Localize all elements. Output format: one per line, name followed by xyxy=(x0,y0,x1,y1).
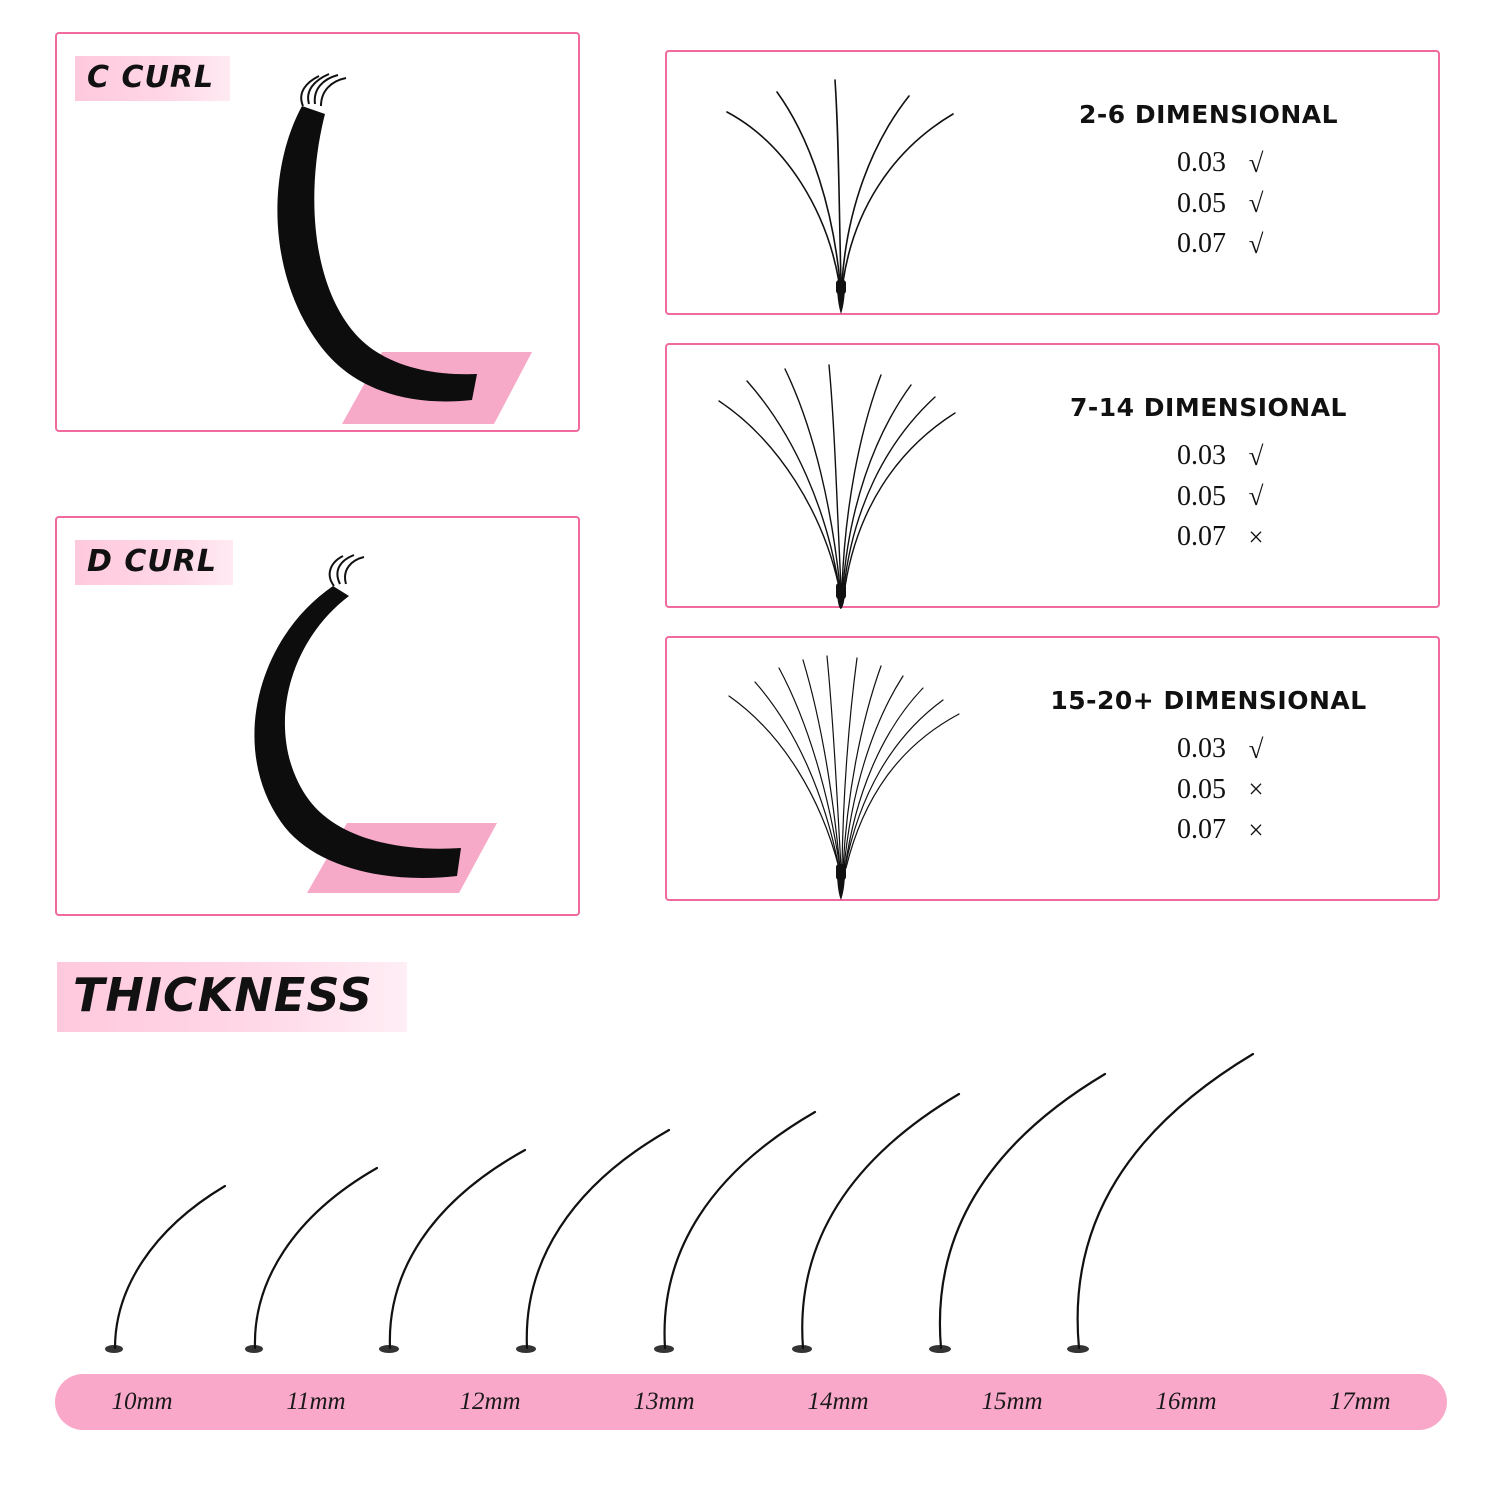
thickness-value: 0.07 xyxy=(1177,228,1226,260)
length-label: 13mm xyxy=(633,1388,695,1415)
length-label: 15mm xyxy=(981,1388,1043,1415)
availability-mark: × xyxy=(1248,522,1264,553)
availability-mark: √ xyxy=(1248,481,1264,512)
length-scale-bar xyxy=(55,1374,1447,1430)
availability-mark: √ xyxy=(1248,229,1264,260)
thickness-row xyxy=(1131,184,1286,225)
length-label: 17mm xyxy=(1329,1388,1391,1415)
lash-length-chart-image xyxy=(55,1000,1445,1360)
fan-title: 7-14 DIMENSIONAL xyxy=(1070,393,1347,423)
thickness-list xyxy=(1131,436,1286,558)
thickness-value: 0.03 xyxy=(1177,733,1226,765)
fan-title: 15-20+ DIMENSIONAL xyxy=(1050,686,1367,716)
curl-panel-d xyxy=(55,516,580,916)
thickness-value: 0.07 xyxy=(1177,814,1226,846)
curl-label-c: C CURL xyxy=(75,56,230,101)
thickness-value: 0.05 xyxy=(1177,773,1226,805)
lash-fan-large-image xyxy=(667,638,997,899)
thickness-value: 0.05 xyxy=(1177,480,1226,512)
thickness-value: 0.03 xyxy=(1177,440,1226,472)
thickness-list xyxy=(1131,143,1286,265)
length-label: 11mm xyxy=(286,1388,346,1415)
length-label: 14mm xyxy=(807,1388,869,1415)
availability-mark: × xyxy=(1248,774,1264,805)
lash-curl-c-image xyxy=(57,34,578,430)
fan-info-7-14 xyxy=(997,393,1438,558)
thickness-value: 0.05 xyxy=(1177,187,1226,219)
availability-mark: √ xyxy=(1248,188,1264,219)
thickness-row xyxy=(1131,224,1286,265)
thickness-row xyxy=(1131,810,1286,851)
length-label: 12mm xyxy=(459,1388,521,1415)
thickness-list xyxy=(1131,729,1286,851)
availability-mark: √ xyxy=(1248,440,1264,471)
lash-curl-d-image xyxy=(57,518,578,914)
lash-fan-medium-image xyxy=(667,345,997,606)
fan-info-2-6 xyxy=(997,100,1438,265)
fan-title: 2-6 DIMENSIONAL xyxy=(1078,100,1339,130)
curl-label-d: D CURL xyxy=(75,540,233,585)
availability-mark: √ xyxy=(1248,147,1264,178)
thickness-row xyxy=(1131,729,1286,770)
fan-panel-2-6 xyxy=(665,50,1440,315)
curl-panel-c xyxy=(55,32,580,432)
thickness-value: 0.03 xyxy=(1177,147,1226,179)
length-label: 16mm xyxy=(1155,1388,1217,1415)
availability-mark: √ xyxy=(1248,733,1264,764)
availability-mark: × xyxy=(1248,815,1264,846)
length-label: 10mm xyxy=(111,1388,173,1415)
fan-info-15-20 xyxy=(997,686,1438,851)
fan-panel-15-20 xyxy=(665,636,1440,901)
thickness-row xyxy=(1131,517,1286,558)
lash-fan-small-image xyxy=(667,52,997,313)
thickness-row xyxy=(1131,477,1286,518)
thickness-value: 0.07 xyxy=(1177,521,1226,553)
thickness-section-title: THICKNESS xyxy=(57,962,407,1032)
thickness-row xyxy=(1131,143,1286,184)
fan-panel-7-14 xyxy=(665,343,1440,608)
thickness-row xyxy=(1131,770,1286,811)
thickness-row xyxy=(1131,436,1286,477)
